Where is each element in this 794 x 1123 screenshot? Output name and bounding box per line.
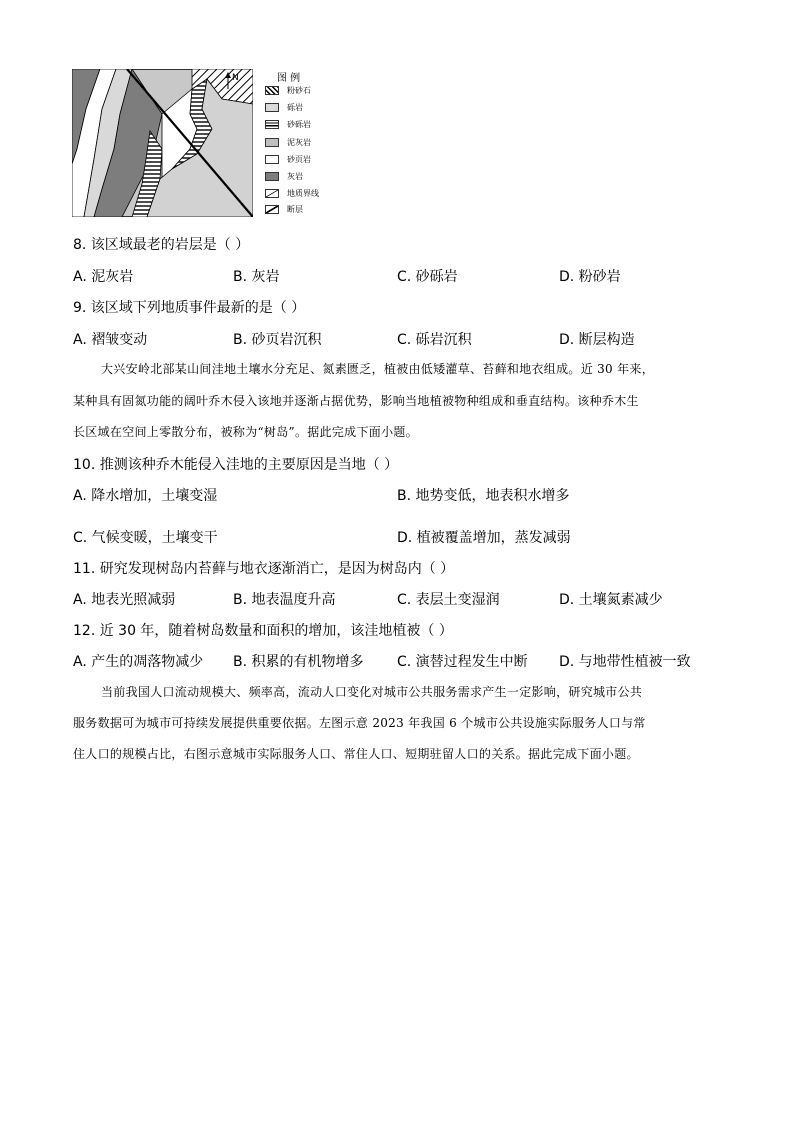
- passage-1-line-3: 长区域在空间上零散分布，被称为“树岛”。据此完成下面小题。: [73, 425, 418, 439]
- question-10-option-d[interactable]: D. 植被覆盖增加，蒸发减弱: [397, 530, 571, 546]
- legend-label: 砂砾岩: [287, 120, 311, 129]
- legend-label: 粉砂石: [287, 86, 311, 95]
- legend-swatch-glutenite: [265, 120, 279, 129]
- legend-swatch-fault: [265, 205, 279, 214]
- question-9-option-b[interactable]: B. 砂页岩沉积: [233, 332, 322, 348]
- legend-swatch-siltstone: [265, 86, 279, 95]
- map-legend: [265, 69, 345, 219]
- legend-label: 灰岩: [287, 172, 303, 181]
- passage-1-line-2: 某种具有固氮功能的阔叶乔木侵入该地并逐渐占据优势，影响当地植被物种组成和垂直结构。该种乔木生: [73, 394, 639, 408]
- question-8-option-d[interactable]: D. 粉砂岩: [559, 269, 621, 285]
- question-8-stem: 8. 该区域最老的岩层是（ ）: [73, 237, 250, 253]
- question-11-option-a[interactable]: A. 地表光照减弱: [73, 592, 176, 608]
- question-12-stem: 12. 近 30 年，随着树岛数量和面积的增加，该洼地植被（ ）: [73, 623, 453, 639]
- legend-title: 图 例: [277, 73, 301, 84]
- question-11-option-b[interactable]: B. 地表温度升高: [233, 592, 336, 608]
- question-11-option-c[interactable]: C. 表层土变湿润: [397, 592, 500, 608]
- passage-1-line-1: 大兴安岭北部某山间洼地土壤水分充足、氮素匮乏，植被由低矮灌草、苔藓和地衣组成。近 30 年来，: [101, 362, 655, 376]
- geologic-map-drawing: [72, 69, 253, 217]
- geologic-map: [72, 69, 253, 217]
- legend-swatch-limestone: [265, 172, 279, 181]
- legend-label: 砾岩: [287, 103, 303, 112]
- passage-2-line-1: 当前我国人口流动规模大、频率高，流动人口变化对城市公共服务需求产生一定影响，研究城市公共: [101, 685, 643, 699]
- question-10-stem: 10. 推测该种乔木能侵入洼地的主要原因是当地（ ）: [73, 457, 399, 473]
- question-10-option-b[interactable]: B. 地势变低，地表积水增多: [397, 488, 570, 504]
- north-label: N: [232, 73, 239, 83]
- passage-2-line-2: 服务数据可为城市可持续发展提供重要依据。左图示意 2023 年我国 6 个城市公共设施实际服务人口与常: [73, 716, 646, 730]
- legend-label: 砂页岩: [287, 155, 311, 164]
- passage-2-line-3: 住人口的规模占比，右图示意城市实际服务人口、常住人口、短期驻留人口的关系。据此完成下面小题。: [73, 747, 639, 761]
- legend-swatch-marl: [265, 138, 279, 147]
- question-11-option-d[interactable]: D. 土壤氮素减少: [559, 592, 663, 608]
- legend-swatch-sandshale: [265, 155, 279, 164]
- question-11-stem: 11. 研究发现树岛内苔藓与地衣逐渐消亡，是因为树岛内（ ）: [73, 561, 455, 577]
- legend-label: 断层: [287, 205, 303, 214]
- question-9-option-c[interactable]: C. 砾岩沉积: [397, 332, 472, 348]
- question-8-option-c[interactable]: C. 砂砾岩: [397, 269, 458, 285]
- legend-swatch-conglomerate: [265, 103, 279, 112]
- question-8-option-a[interactable]: A. 泥灰岩: [73, 269, 134, 285]
- legend-label: 泥灰岩: [287, 138, 311, 147]
- legend-swatch-boundary: [265, 189, 279, 198]
- question-8-option-b[interactable]: B. 灰岩: [233, 269, 280, 285]
- question-9-option-a[interactable]: A. 褶皱变动: [73, 332, 148, 348]
- question-10-option-c[interactable]: C. 气候变暖，土壤变干: [73, 530, 218, 546]
- question-12-option-b[interactable]: B. 积累的有机物增多: [233, 654, 364, 670]
- legend-label: 地质界线: [287, 189, 319, 198]
- question-9-option-d[interactable]: D. 断层构造: [559, 332, 635, 348]
- question-12-option-a[interactable]: A. 产生的凋落物减少: [73, 654, 204, 670]
- question-12-option-c[interactable]: C. 演替过程发生中断: [397, 654, 528, 670]
- question-12-option-d[interactable]: D. 与地带性植被一致: [559, 654, 691, 670]
- question-10-option-a[interactable]: A. 降水增加，土壤变湿: [73, 488, 218, 504]
- question-9-stem: 9. 该区域下列地质事件最新的是（ ）: [73, 300, 306, 316]
